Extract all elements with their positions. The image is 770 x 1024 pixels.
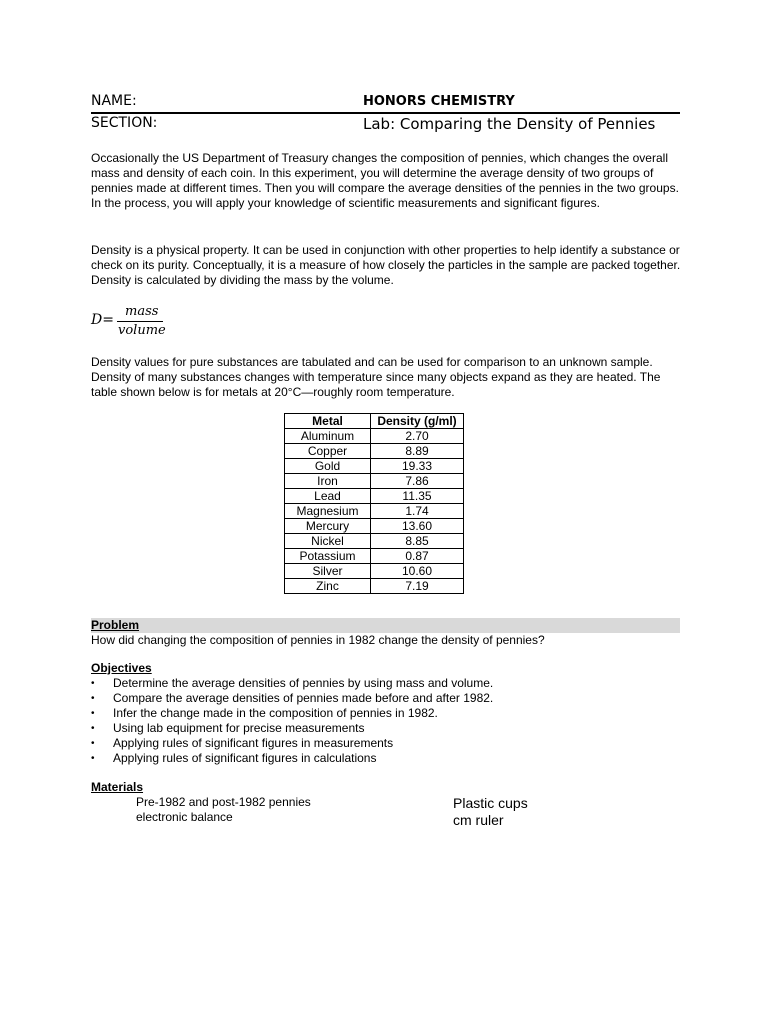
objectives-heading: Objectives (91, 661, 152, 675)
objective-item (91, 736, 493, 751)
bullet-icon: • (91, 693, 95, 704)
material-right-2: cm ruler (453, 812, 504, 828)
table-row (285, 579, 464, 594)
table-row (285, 549, 464, 564)
formula-denominator: volume (118, 323, 166, 338)
density-cell: 13.60 (371, 519, 464, 534)
course-title: HONORS CHEMISTRY (363, 94, 515, 109)
density-cell: 1.74 (371, 504, 464, 519)
material-left-2: electronic balance (136, 810, 233, 824)
fraction-bar (117, 321, 163, 322)
objective-item (91, 691, 493, 706)
material-left-1: Pre-1982 and post-1982 pennies (136, 795, 311, 809)
bullet-icon: • (91, 753, 95, 764)
intro-paragraph: Occasionally the US Department of Treasury changes the composition of pennies, which changes the overall mass and density of each coin. In this experiment, you will determine the average density of two groups of pennies made at different times. Then you will compare the average densities of the pennies in the two groups. In the process, you will apply your knowledge of scientific measurements and significant figures. (91, 151, 679, 210)
density-cell: 19.33 (371, 459, 464, 474)
formula-lhs: D= (91, 312, 114, 328)
metal-cell: Lead (285, 489, 371, 504)
formula-numerator: mass (125, 304, 159, 319)
bullet-icon: • (91, 708, 95, 719)
header-row-1 (91, 93, 680, 113)
metal-cell: Nickel (285, 534, 371, 549)
table-header-density: Density (g/ml) (371, 414, 464, 429)
density-paragraph: Density is a physical property. It can be used in conjunction with other properties to help identify a substance or check on its purity. Conceptually, it is a measure of how closely the particles in the sample are packed together. Density is calculated by dividing the mass by the volume. (91, 243, 681, 287)
objective-item (91, 751, 493, 766)
metal-cell: Zinc (285, 579, 371, 594)
table-row (285, 474, 464, 489)
table-row (285, 459, 464, 474)
table-row (285, 534, 464, 549)
metal-cell: Gold (285, 459, 371, 474)
table-row (285, 444, 464, 459)
metal-cell: Magnesium (285, 504, 371, 519)
values-paragraph: Density values for pure substances are tabulated and can be used for comparison to an unknown sample. Density of many substances changes with temperature since many objects expand as they are heated. The table shown below is for metals at 20°C—roughly room temperature. (91, 355, 661, 399)
metal-cell: Silver (285, 564, 371, 579)
density-formula (91, 302, 181, 342)
objective-text: Using lab equipment for precise measurements (113, 721, 365, 735)
density-cell: 2.70 (371, 429, 464, 444)
objective-text: Applying rules of significant figures in calculations (113, 751, 377, 765)
material-right-1: Plastic cups (453, 795, 528, 811)
objective-text: Compare the average densities of pennies made before and after 1982. (113, 691, 494, 705)
objective-text: Determine the average densities of pennies by using mass and volume. (113, 676, 494, 690)
problem-text: How did changing the composition of pennies in 1982 change the density of pennies? (91, 633, 545, 647)
density-cell: 10.60 (371, 564, 464, 579)
metal-cell: Aluminum (285, 429, 371, 444)
materials-heading: Materials (91, 780, 144, 794)
bullet-icon: • (91, 723, 95, 734)
bullet-icon: • (91, 678, 95, 689)
section-label: SECTION: (91, 115, 158, 131)
table-row (285, 519, 464, 534)
bullet-icon: • (91, 738, 95, 749)
header-row-2 (91, 115, 680, 135)
objective-text: Infer the change made in the composition of pennies in 1982. (113, 706, 438, 720)
density-cell: 0.87 (371, 549, 464, 564)
lab-title: Lab: Comparing the Density of Pennies (363, 115, 656, 133)
table-header-metal: Metal (285, 414, 371, 429)
objectives-list (91, 676, 493, 766)
problem-heading: Problem (91, 618, 140, 632)
header-divider (91, 112, 680, 114)
objective-text: Applying rules of significant figures in measurements (113, 736, 394, 750)
name-label: NAME: (91, 93, 137, 109)
objective-item (91, 676, 493, 691)
metal-cell: Iron (285, 474, 371, 489)
metal-cell: Mercury (285, 519, 371, 534)
density-cell: 7.19 (371, 579, 464, 594)
table-row (285, 429, 464, 444)
objective-item (91, 721, 493, 736)
table-row (285, 489, 464, 504)
density-table (284, 413, 464, 594)
metal-cell: Potassium (285, 549, 371, 564)
density-cell: 7.86 (371, 474, 464, 489)
table-row (285, 564, 464, 579)
table-row (285, 504, 464, 519)
metal-cell: Copper (285, 444, 371, 459)
density-cell: 8.85 (371, 534, 464, 549)
density-cell: 11.35 (371, 489, 464, 504)
objective-item (91, 706, 493, 721)
density-cell: 8.89 (371, 444, 464, 459)
table-header-row (285, 414, 464, 429)
problem-band (91, 618, 680, 633)
